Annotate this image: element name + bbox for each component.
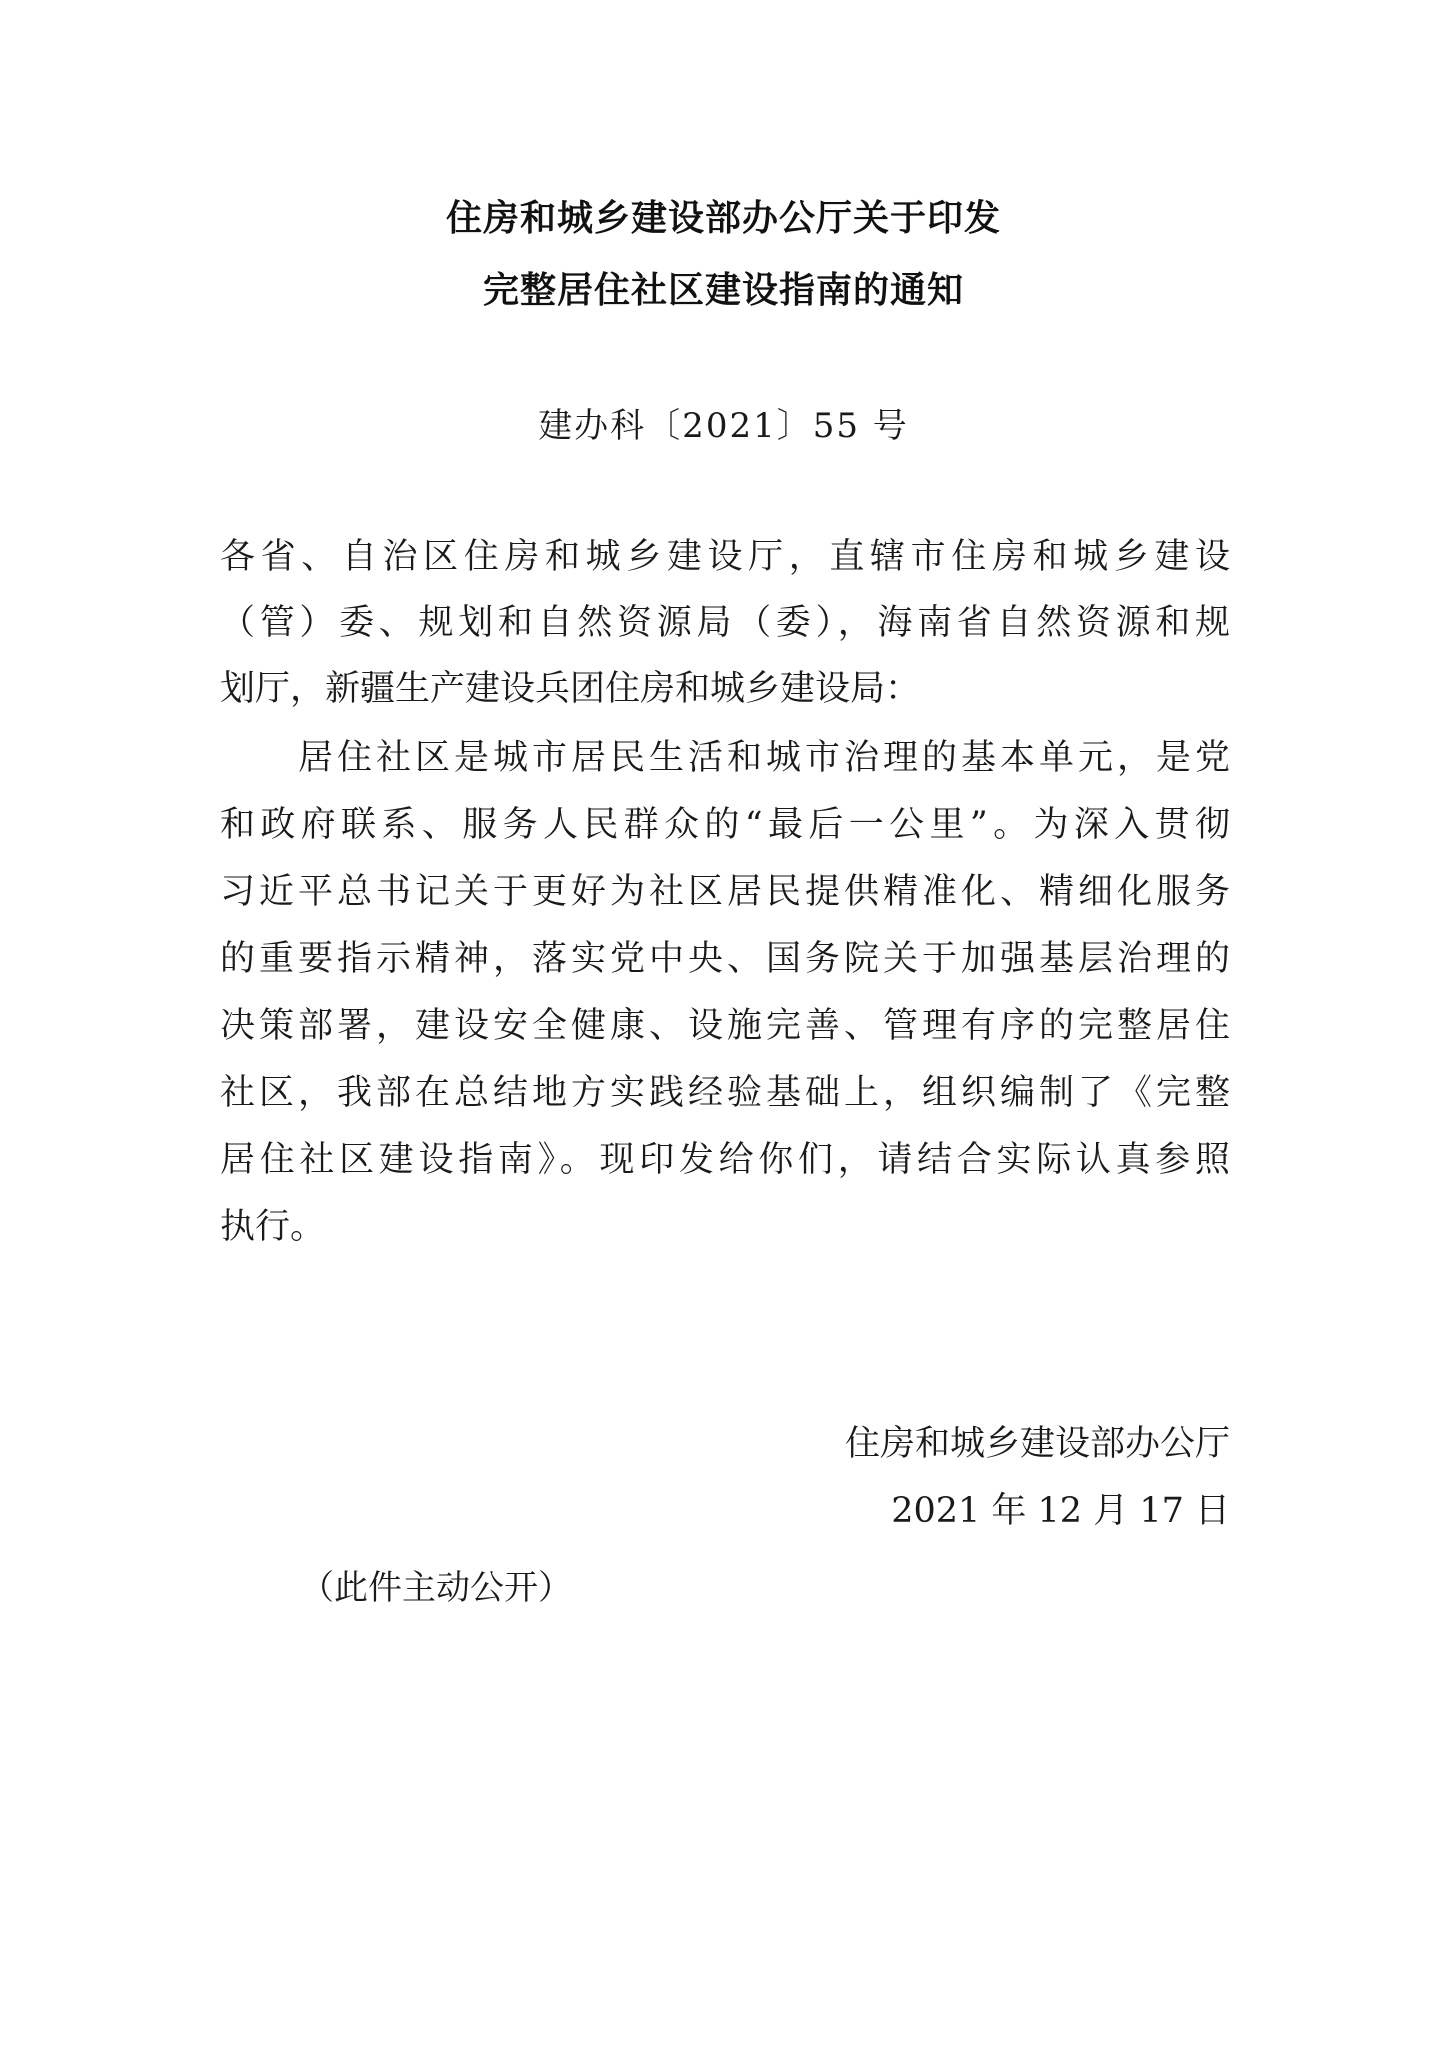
document-title-line-1: 住房和城乡建设部办公厅关于印发	[445, 198, 1001, 239]
document-title-line-2: 完整居住社区建设指南的通知	[482, 270, 964, 311]
body-line-7: 居住社区建设指南》。现印发给你们，请结合实际认真参照	[220, 1140, 1230, 1180]
body-line-6: 社区，我部在总结地方实践经验基础上，组织编制了《完整	[220, 1073, 1230, 1113]
body-line-1: 居住社区是城市居民生活和城市治理的基本单元，是党	[220, 738, 1230, 778]
disclosure-note: （此件主动公开）	[300, 1568, 572, 1608]
issue-date: 2021 年 12 月 17 日	[891, 1491, 1230, 1531]
issuer-signature: 住房和城乡建设部办公厅	[844, 1424, 1230, 1464]
body-line-4: 的重要指示精神，落实党中央、国务院关于加强基层治理的	[220, 939, 1230, 979]
body-line-5: 决策部署，建设安全健康、设施完善、管理有序的完整居住	[220, 1006, 1230, 1046]
addressee-line-2: （管）委、规划和自然资源局（委），海南省自然资源和规	[220, 603, 1230, 643]
body-line-8: 执行。	[220, 1207, 326, 1247]
document-number: 建办科〔2021〕55 号	[538, 406, 909, 446]
addressee-line-1: 各省、自治区住房和城乡建设厅，直辖市住房和城乡建设	[220, 537, 1230, 577]
body-line-2: 和政府联系、服务人民群众的“最后一公里”。为深入贯彻	[220, 805, 1230, 845]
body-line-3: 习近平总书记关于更好为社区居民提供精准化、精细化服务	[220, 872, 1230, 912]
addressee-line-3: 划厅，新疆生产建设兵团住房和城乡建设局：	[220, 669, 921, 709]
